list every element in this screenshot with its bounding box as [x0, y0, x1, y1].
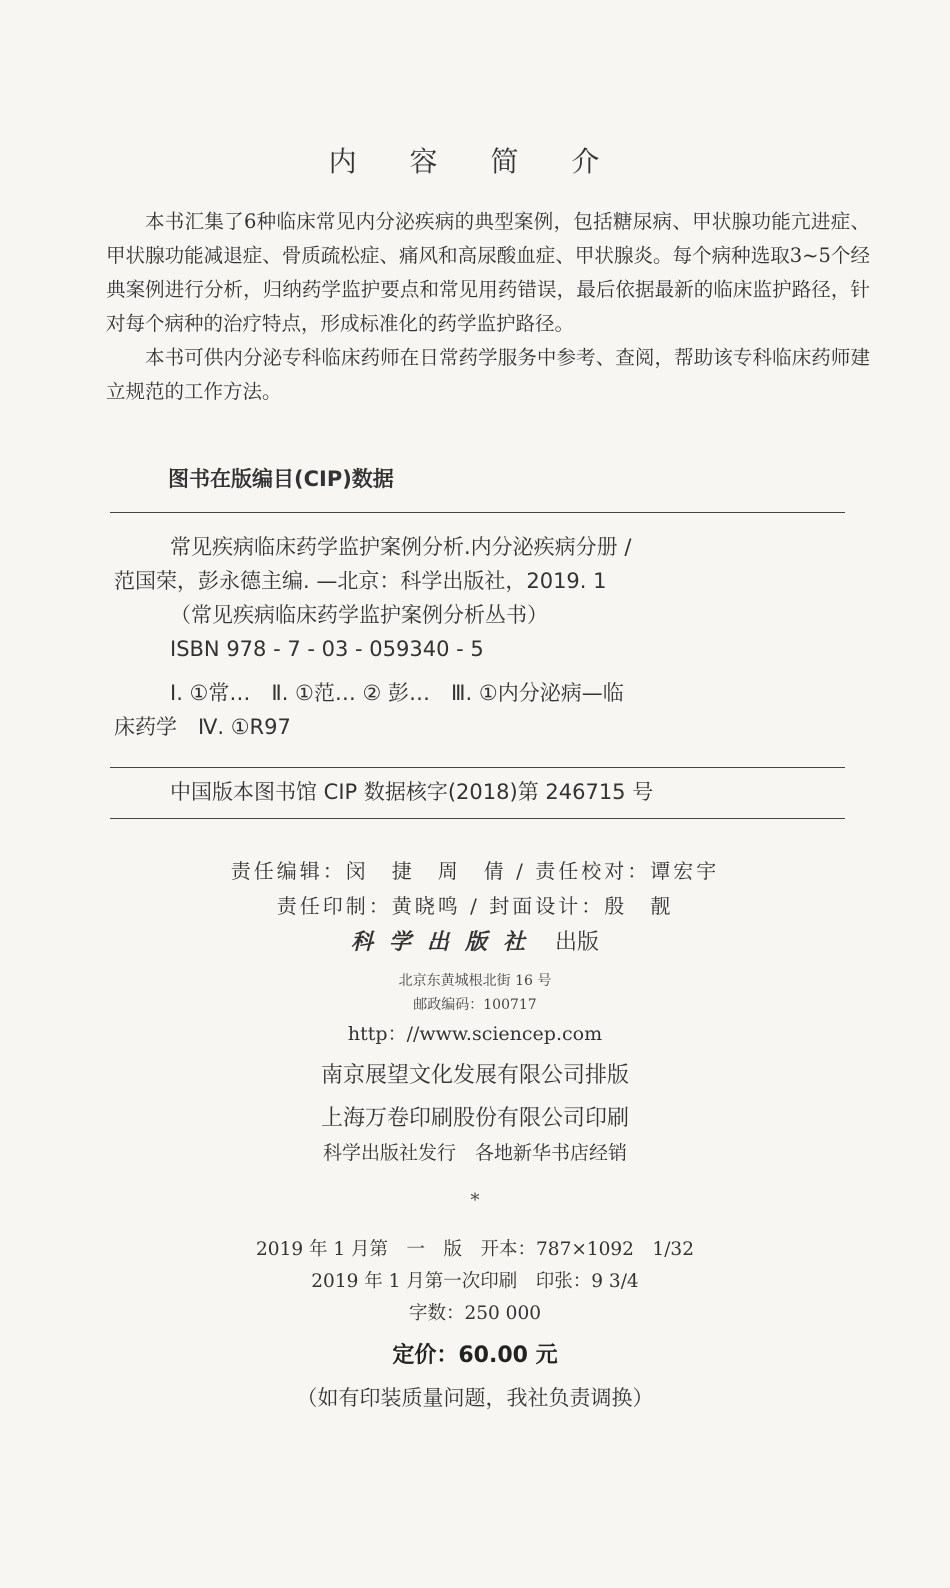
- typeset-line: 南京展望文化发展有限公司排版: [320, 1063, 629, 1088]
- summary-paragraph-2: 本书可供内分泌专科临床药师在日常药学服务中参考、查阅，帮助该专科临床药师建立规范的工作方法。: [106, 346, 870, 403]
- printing-line: 2019 年 1 月第一次印刷 印张：9 3/4: [311, 1271, 639, 1292]
- cip-line: （常见疾病临床药学监护案例分析丛书）: [170, 603, 548, 627]
- publisher-suffix: 出版: [555, 930, 600, 955]
- cip-line: 范国荣，彭永德主编. —北京：科学出版社，2019. 1: [114, 569, 607, 593]
- publisher-postcode: 邮政编码：100717: [413, 997, 537, 1013]
- cip-isbn: ISBN 978 - 7 - 03 - 059340 - 5: [170, 637, 484, 661]
- cip-bottom-rule: [110, 818, 845, 819]
- publisher-url: http：//www.sciencep.com: [347, 1023, 603, 1045]
- cip-line: 床药学 Ⅳ. ①R97: [114, 715, 291, 739]
- word-count: 字数：250 000: [408, 1303, 541, 1324]
- cip-line: Ⅰ. ①常… Ⅱ. ①范… ② 彭… Ⅲ. ①内分泌病—临: [170, 681, 624, 705]
- credits-line-2: 责任印制：黄晓鸣 / 封面设计：殷 靓: [276, 894, 674, 918]
- edition-line: 2019 年 1 月第 一 版 开本：787×1092 1/32: [256, 1239, 694, 1260]
- quality-note: （如有印装质量问题，我社负责调换）: [296, 1386, 654, 1410]
- print-line: 上海万卷印刷股份有限公司印刷: [320, 1106, 629, 1131]
- cip-mid-rule: [110, 767, 845, 768]
- book-summary: [106, 205, 870, 409]
- cip-heading: 图书在版编目(CIP)数据: [168, 467, 394, 491]
- cip-number: 中国版本图书馆 CIP 数据核字(2018)第 246715 号: [170, 780, 654, 804]
- price: 定价：60.00 元: [392, 1343, 558, 1368]
- cip-record: [114, 530, 844, 744]
- credits-line-1: 责任编辑：闵 捷 周 倩 / 责任校对：谭宏宇: [230, 859, 720, 883]
- separator-asterisk: *: [470, 1190, 480, 1211]
- cip-top-rule: [110, 512, 845, 513]
- publisher-address: 北京东黄城根北街 16 号: [398, 973, 552, 989]
- summary-paragraph-1: 本书汇集了6种临床常见内分泌疾病的典型案例，包括糖尿病、甲状腺功能亢进症、甲状腺功能减退症、骨质疏松症、痛风和高尿酸血症、甲状腺炎。每个病种选取3~5个经典案例进行分析，归纳药学监护要点和常见用药错误，最后依据最新的临床监护路径，针对每个病种的治疗特点，形成标准化的药学监护路径。: [106, 210, 870, 335]
- distribution-line: 科学出版社发行 各地新华书店经销: [322, 1142, 627, 1164]
- page-title: 内 容 简 介: [328, 145, 622, 178]
- cip-line: 常见疾病临床药学监护案例分析.内分泌疾病分册 /: [170, 535, 632, 559]
- publisher-line: [0, 925, 950, 956]
- publisher-logo: 科学出版社: [350, 929, 541, 955]
